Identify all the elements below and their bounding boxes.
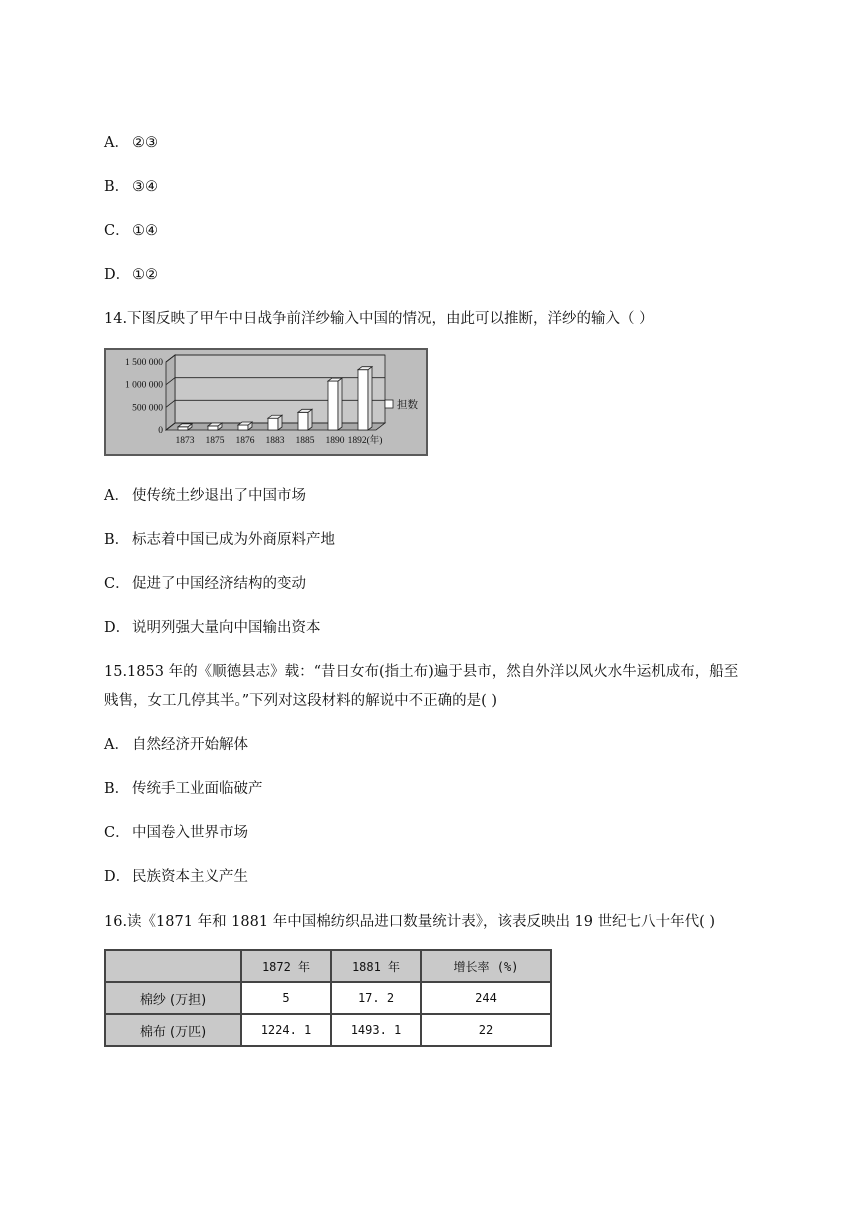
bar (268, 415, 282, 430)
option-letter: C． (104, 223, 130, 239)
bar (328, 378, 342, 430)
option-letter: D． (104, 620, 131, 636)
question-16-stem: 16.读《1871 年和 1881 年中国棉纺织品进口数量统计表》，该表反映出 19 世纪七八十年代( ) (104, 914, 716, 930)
option-c (104, 821, 248, 842)
y-tick-label: 0 (158, 426, 163, 436)
table-row-header: 棉纱 (万担) (105, 982, 241, 1014)
option-text: 使传统土纱退出了中国市场 (132, 488, 306, 504)
option-c (104, 572, 306, 593)
bar (178, 424, 192, 430)
question-15-stem-line1: 15.1853 年的《顺德县志》载：“昔日女布(指土布)遍于县市，然自外洋以风火水牛运机成布，船至 (104, 664, 739, 680)
option-b (104, 175, 158, 196)
bar (298, 409, 312, 430)
table-cell: 244 (421, 982, 551, 1014)
chart-back-wall (175, 355, 385, 423)
x-tick-label: 1873 (175, 436, 195, 446)
question-15-stem-line2: 贱售，女工几停其半。”下列对这段材料的解说中不正确的是( ) (104, 693, 498, 709)
bar (358, 367, 372, 430)
table-header-cell (105, 950, 241, 982)
legend-label: 担数 (397, 400, 418, 411)
table-cell: 1224. 1 (241, 1014, 331, 1046)
table-cell: 1493. 1 (331, 1014, 421, 1046)
option-d (104, 865, 248, 886)
option-letter: D． (104, 869, 131, 885)
bar (208, 423, 222, 430)
option-letter: B． (104, 179, 130, 195)
legend-swatch (385, 400, 393, 408)
option-d (104, 263, 158, 284)
option-b (104, 528, 335, 549)
table-cell: 17. 2 (331, 982, 421, 1014)
option-text: 促进了中国经济结构的变动 (132, 576, 306, 592)
option-text: 说明列强大量向中国输出资本 (132, 620, 321, 636)
option-text: 传统手工业面临破产 (132, 781, 263, 797)
option-text: ③④ (132, 179, 158, 195)
x-tick-label: 1883 (265, 436, 285, 446)
option-text: ②③ (132, 135, 158, 151)
question-14-stem: 14.下图反映了甲午中日战争前洋纱输入中国的情况，由此可以推断，洋纱的输入（ ） (104, 311, 654, 327)
table-row (105, 982, 551, 1014)
option-b (104, 777, 263, 798)
option-letter: C． (104, 576, 130, 592)
table-header-cell: 1881 年 (331, 950, 421, 982)
option-text: 民族资本主义产生 (132, 869, 248, 885)
option-letter: C． (104, 825, 130, 841)
yarn-import-chart (104, 348, 428, 456)
option-a (104, 131, 158, 152)
option-letter: D． (104, 267, 131, 283)
option-c (104, 219, 158, 240)
option-letter: A． (104, 488, 129, 504)
table-header-cell: 1872 年 (241, 950, 331, 982)
table-header-cell: 增长率 (%) (421, 950, 551, 982)
y-tick-label: 1 000 000 (125, 380, 163, 391)
option-text: 自然经济开始解体 (132, 737, 248, 753)
y-tick-label: 500 000 (132, 403, 163, 414)
cotton-import-table (104, 949, 552, 1047)
option-text: ①④ (132, 223, 158, 239)
x-tick-label: 1875 (205, 436, 225, 446)
option-letter: B． (104, 781, 130, 797)
option-d (104, 616, 321, 637)
chart-svg (106, 350, 426, 454)
y-tick-label: 1 500 000 (125, 358, 163, 368)
x-tick-label: 1885 (295, 436, 315, 446)
bar (238, 422, 252, 430)
option-letter: A． (104, 737, 129, 753)
table-cell: 5 (241, 982, 331, 1014)
chart-side-wall (166, 355, 175, 430)
option-letter: B． (104, 532, 130, 548)
table-row (105, 1014, 551, 1046)
table-row-header: 棉布 (万匹) (105, 1014, 241, 1046)
option-text: ①② (132, 267, 158, 283)
option-text: 中国卷入世界市场 (132, 825, 248, 841)
option-text: 标志着中国已成为外商原料产地 (132, 532, 335, 548)
option-a (104, 484, 306, 505)
table-header-row (105, 950, 551, 982)
x-tick-label: 1876 (235, 436, 255, 446)
table-cell: 22 (421, 1014, 551, 1046)
x-tick-label: 1890 (325, 436, 345, 446)
option-letter: A． (104, 135, 129, 151)
x-tick-label: 1892(年) (347, 436, 383, 446)
option-a (104, 733, 248, 754)
